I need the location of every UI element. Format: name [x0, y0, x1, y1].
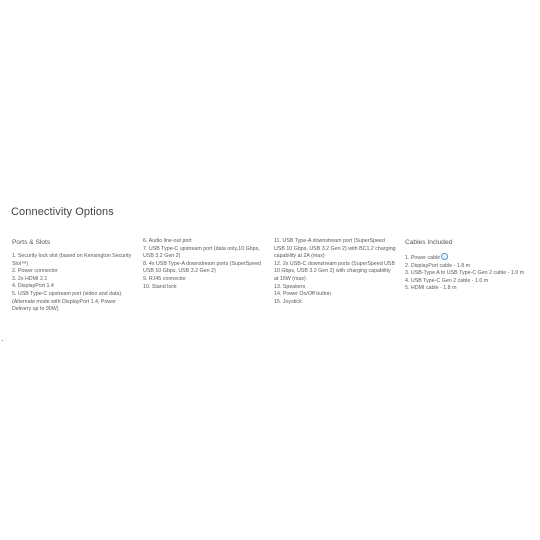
cable-item-label: 1. Power cable [405, 255, 441, 261]
list-item: 1. Security lock slot (based on Kensington Security Slot™) [12, 253, 132, 267]
list-item: 4. USB Type-C Gen 2 cable - 1.0 m [405, 277, 489, 284]
list-item: 6. Audio line-out port [143, 238, 192, 244]
list-item: 4. DisplayPort 1.4 [12, 283, 54, 290]
list-item: 3. 2x HDMI 2.1 [12, 275, 48, 282]
cables-list [405, 253, 533, 293]
ports-list-3 [274, 238, 396, 306]
list-item: 12. 2x USB-C downstream ports (SuperSpeed USB 10 Gbps, USB 3.2 Gen 2) with charging capability at 15W (max) [274, 260, 396, 282]
list-item: 14. Power On/Off button [274, 291, 332, 298]
ports-list-1 [12, 253, 134, 314]
list-item: 5. USB Type-C upstream port (video and data). (Alternate mode with DisplayPort 1.4, Power Delivery up to 90W) [12, 290, 123, 313]
list-item: 2. DisplayPort cable - 1.8 m [405, 262, 471, 269]
list-item: 11. USB Type-A downstream port (SuperSpeed USB 10 Gbps, USB 3.2 Gen 2) with BC1.2 charging capability at 2A (max) [274, 238, 396, 260]
ports-list-2 [143, 238, 261, 291]
list-item: 8. 4x USB Type-A downstream ports (SuperSpeed USB 10 Gbps, USB 3.2 Gen 2) [143, 260, 261, 275]
list-item: 7. USB Type-C upstream port (data only,10 Gbps, USB 3.2 Gen 2) [143, 245, 260, 260]
list-item: 15. Joystick [274, 298, 302, 305]
cables-column [405, 238, 533, 293]
list-item: 3. USB-Type A to USB Type-C Gen 2 cable - 1.0 m [405, 270, 525, 277]
ports-column-3 [274, 238, 396, 306]
section-title: Connectivity Options [11, 206, 114, 218]
list-item: 2. Power connector [12, 268, 58, 275]
cables-heading: Cables Included [405, 239, 453, 246]
list-item: 10. Stand lock [143, 283, 177, 290]
ports-heading: Ports & Slots [12, 239, 51, 246]
ports-column-2 [143, 238, 261, 291]
list-item: 9. RJ45 connector [143, 275, 186, 282]
ports-column-1 [12, 238, 134, 314]
list-item: 5. HDMI cable - 1.8 m [405, 285, 457, 292]
stray-dot [2, 340, 3, 341]
list-item [405, 253, 533, 263]
info-circle-icon[interactable]: i [441, 253, 448, 260]
list-item: 13. Speakers [274, 283, 306, 290]
